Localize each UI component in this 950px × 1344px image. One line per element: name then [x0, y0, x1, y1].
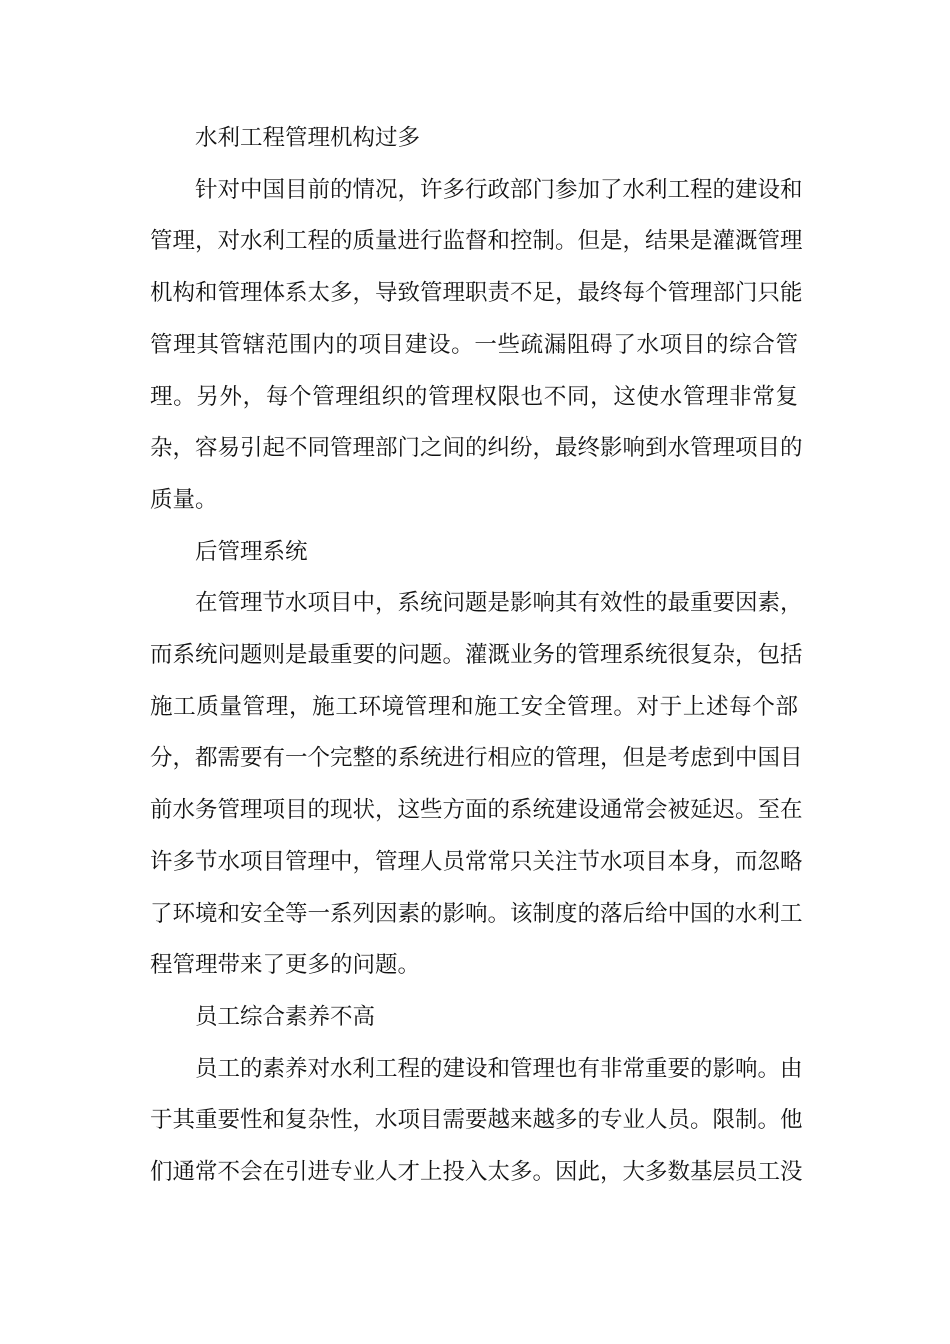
paragraph-line: 杂，容易引起不同管理部门之间的纠纷，最终影响到水管理项目的 [150, 435, 803, 462]
paragraph-line: 管理其管辖范围内的项目建设。一些疏漏阻碍了水项目的综合管 [150, 331, 798, 358]
paragraph-line: 施工质量管理，施工环境管理和施工安全管理。对于上述每个部 [150, 693, 798, 720]
paragraph-line: 质量。 [150, 486, 218, 513]
paragraph-line: 于其重要性和复杂性，水项目需要越来越多的专业人员。限制。他 [150, 1107, 803, 1134]
document-body [150, 113, 803, 1199]
paragraph-line: 程管理带来了更多的问题。 [150, 952, 421, 979]
paragraph-line: 前水务管理项目的现状，这些方面的系统建设通常会被延迟。至在 [150, 797, 803, 824]
section-heading [150, 113, 798, 165]
paragraph-line: 了环境和安全等一系列因素的影响。该制度的落后给中国的水利工 [150, 900, 803, 927]
paragraph-line: 机构和管理体系太多，导致管理职责不足，最终每个管理部门只能 [150, 280, 803, 307]
body-paragraph [150, 165, 803, 527]
paragraph-line: 理。另外，每个管理组织的管理权限也不同，这使水管理非常复 [150, 383, 798, 410]
paragraph-line: 在管理节水项目中，系统问题是影响其有效性的最重要因素， [195, 590, 803, 617]
paragraph-line: 们通常不会在引进专业人才上投入太多。因此，大多数基层员工没 [150, 1159, 803, 1186]
heading-line: 水利工程管理机构过多 [195, 125, 421, 151]
paragraph-line: 管理，对水利工程的质量进行监督和控制。但是，结果是灌溉管理 [150, 228, 803, 255]
paragraph-line: 针对中国目前的情况，许多行政部门参加了水利工程的建设和 [195, 176, 803, 203]
heading-line: 员工综合素养不高 [195, 1003, 376, 1030]
paragraph-line: 员工的素养对水利工程的建设和管理也有非常重要的影响。由 [195, 1055, 803, 1082]
paragraph-line: 而系统问题则是最重要的问题。灌溉业务的管理系统很复杂，包括 [150, 642, 803, 669]
body-paragraph [150, 1044, 803, 1199]
section-heading [150, 992, 798, 1044]
heading-line: 后管理系统 [195, 538, 308, 565]
section-heading [150, 527, 798, 579]
body-paragraph [150, 578, 803, 992]
paragraph-line: 分，都需要有一个完整的系统进行相应的管理，但是考虑到中国目 [150, 745, 803, 772]
paragraph-line: 许多节水项目管理中，管理人员常常只关注节水项目本身，而忽略 [150, 848, 803, 875]
